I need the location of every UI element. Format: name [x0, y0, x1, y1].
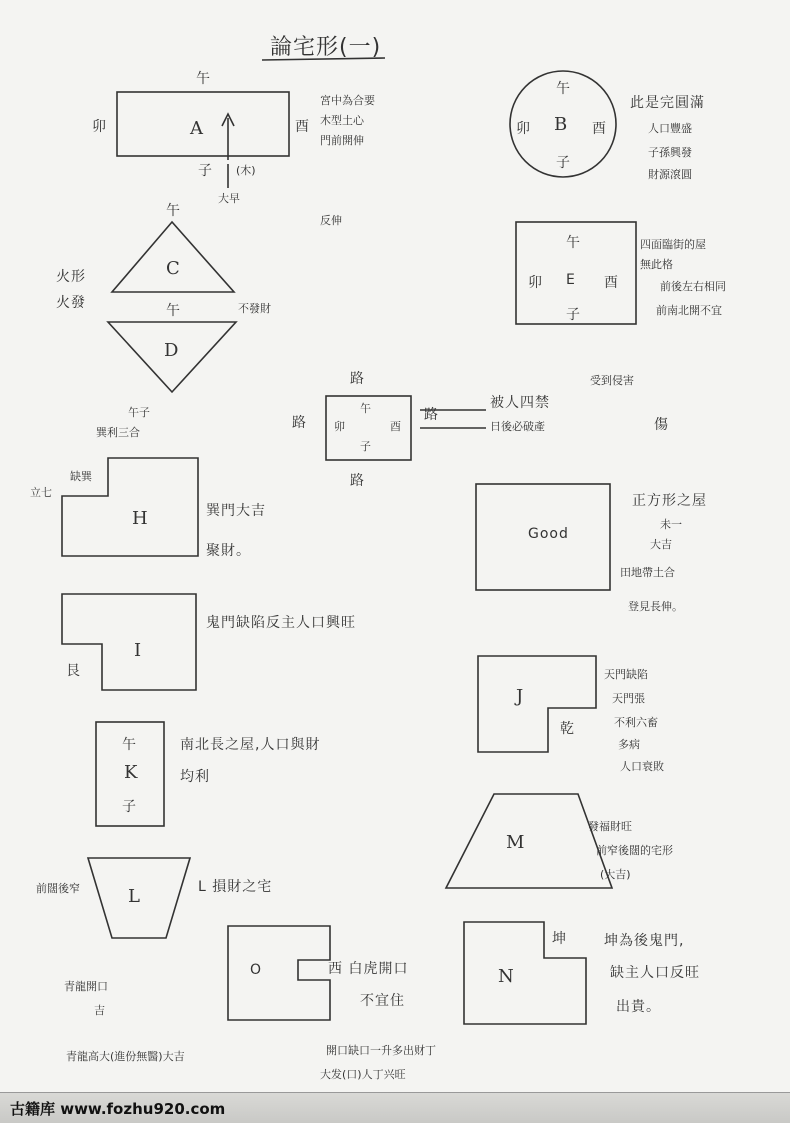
g-note-3: 大吉: [650, 538, 672, 551]
b-note-3: 子孫興發: [648, 146, 692, 159]
cross-note-2: 受到侵害: [590, 374, 634, 387]
h-left-note: 缺巽: [70, 470, 92, 483]
a-arrow-note: 大早: [218, 192, 240, 205]
k-top: 午: [122, 737, 137, 753]
page-title: 論宅形(一): [270, 35, 382, 60]
o-note-1: 西 白虎開口: [328, 961, 409, 977]
e-note-3: 前後左右相同: [660, 280, 726, 293]
m-note-2: 前窄後闊的宅形: [596, 844, 673, 857]
label-m: M: [506, 832, 526, 853]
g-note-4: 田地帶土合: [620, 566, 675, 579]
l-left: 前闊後窄: [36, 882, 80, 895]
a-right: 酉: [295, 119, 310, 135]
g-note-1: 正方形之屋: [632, 493, 707, 509]
n-note-2: 缺主人口反旺: [610, 965, 700, 981]
e-right: 酉: [604, 275, 619, 291]
cross-note-4: 傷: [654, 417, 669, 433]
k-note-1: 南北長之屋,人口與財: [180, 737, 321, 753]
cross-bottom: 路: [350, 473, 365, 489]
i-corner: 艮: [66, 663, 81, 679]
b-note-1: 此是完圓滿: [630, 95, 705, 111]
e-note-4: 前南北開不宜: [656, 304, 722, 317]
d-top: 午: [166, 303, 181, 319]
cross-inner-top: 午: [360, 402, 371, 415]
shape-o: [228, 926, 330, 1020]
b-note-2: 人口豐盛: [648, 122, 692, 135]
j-corner: 乾: [560, 721, 575, 737]
i-note: 鬼門缺陷反主人口興旺: [206, 615, 356, 631]
cross-inner-right: 酉: [390, 420, 401, 433]
b-top: 午: [556, 81, 571, 97]
cross-left: 路: [292, 415, 307, 431]
label-l: L: [128, 886, 141, 907]
b-left: 卯: [516, 121, 531, 137]
bottom-note-4: 開口缺口一升多出财丁: [326, 1044, 436, 1057]
b-right: 酉: [592, 121, 607, 137]
m-note-3: (大吉): [600, 868, 631, 881]
n-note-3: 出貴。: [616, 999, 661, 1015]
a-note-1: 宮中為合要: [320, 94, 375, 107]
cross-note-3: 日後必破產: [490, 420, 545, 433]
cross-inner-bottom: 子: [360, 440, 371, 453]
cross-top: 路: [350, 371, 365, 387]
bottom-note-2: 吉: [94, 1004, 105, 1017]
j-note-4: 多病: [618, 738, 640, 751]
n-corner: 坤: [552, 931, 567, 947]
h-top-note: 午子: [128, 406, 150, 419]
a-top: 午: [196, 71, 211, 87]
k-note-2: 均利: [180, 769, 210, 785]
footer-bar: [0, 1092, 790, 1123]
cross-note-1: 被人四禁: [490, 395, 550, 411]
bottom-note-5: 大发(口)人丁兴旺: [320, 1068, 406, 1081]
h-left-note-2: 立七: [30, 486, 52, 499]
a-note-3: 門前開伸: [320, 134, 364, 147]
e-top: 午: [566, 235, 581, 251]
a-note-2: 木型土心: [320, 114, 364, 127]
shape-n: [464, 922, 586, 1024]
label-d: D: [164, 340, 180, 361]
label-c: C: [166, 258, 181, 279]
label-k: K: [124, 762, 139, 783]
j-note-1: 天門缺陷: [604, 668, 648, 681]
footer-watermark[interactable]: 古籍库 www.fozhu920.com: [10, 1100, 226, 1118]
label-j: J: [516, 686, 525, 707]
label-o: O: [250, 962, 263, 978]
label-i: I: [134, 640, 143, 661]
shape-i: [62, 594, 196, 690]
shape-m: [446, 794, 612, 888]
b-bottom: 子: [556, 155, 571, 171]
h-note-1: 巽門大吉: [206, 503, 266, 519]
bottom-note-1: 青龍開口: [64, 980, 108, 993]
label-a: A: [190, 118, 204, 139]
a-note-4: 反伸: [320, 214, 342, 227]
label-h: H: [132, 508, 149, 529]
e-note-2: 無此格: [640, 258, 673, 271]
cd-left-2: 火發: [56, 295, 86, 311]
bottom-note-3: 青龍高大(進份無醫)大吉: [66, 1050, 185, 1063]
label-b: B: [554, 114, 569, 135]
cross-right: 路: [424, 407, 439, 423]
e-bottom: 子: [566, 307, 581, 323]
j-note-3: 不利六畜: [614, 716, 658, 729]
label-n: N: [498, 966, 515, 987]
o-note-2: 不宜住: [360, 993, 405, 1009]
j-note-2: 天門張: [612, 692, 645, 705]
b-note-4: 財源滾圓: [648, 168, 692, 181]
h-note-2: 聚財。: [206, 543, 251, 559]
a-bottom-paren: (木): [236, 164, 256, 177]
a-bottom: 子: [198, 163, 213, 179]
m-note-1: 發福財旺: [588, 820, 632, 833]
label-e: E: [566, 272, 576, 288]
g-note-2: 未一: [660, 518, 682, 531]
cd-right: 不發財: [238, 302, 271, 315]
c-top: 午: [166, 203, 181, 219]
shape-c: [112, 222, 234, 292]
cross-inner-left: 卯: [334, 420, 345, 433]
e-note-1: 四面臨街的屋: [640, 238, 706, 251]
g-note-5: 登見長伸。: [628, 600, 683, 613]
j-note-5: 人口衰敗: [620, 760, 664, 773]
l-note: L 損財之宅: [198, 879, 273, 895]
k-bottom: 子: [122, 799, 137, 815]
h-top-note-2: 巽利三合: [96, 426, 140, 439]
e-left: 卯: [528, 275, 543, 291]
label-g: Good: [528, 526, 569, 542]
shape-j: [478, 656, 596, 752]
a-left: 卯: [92, 119, 107, 135]
cd-left: 火形: [56, 269, 86, 285]
n-note-1: 坤為後鬼門,: [604, 933, 685, 949]
